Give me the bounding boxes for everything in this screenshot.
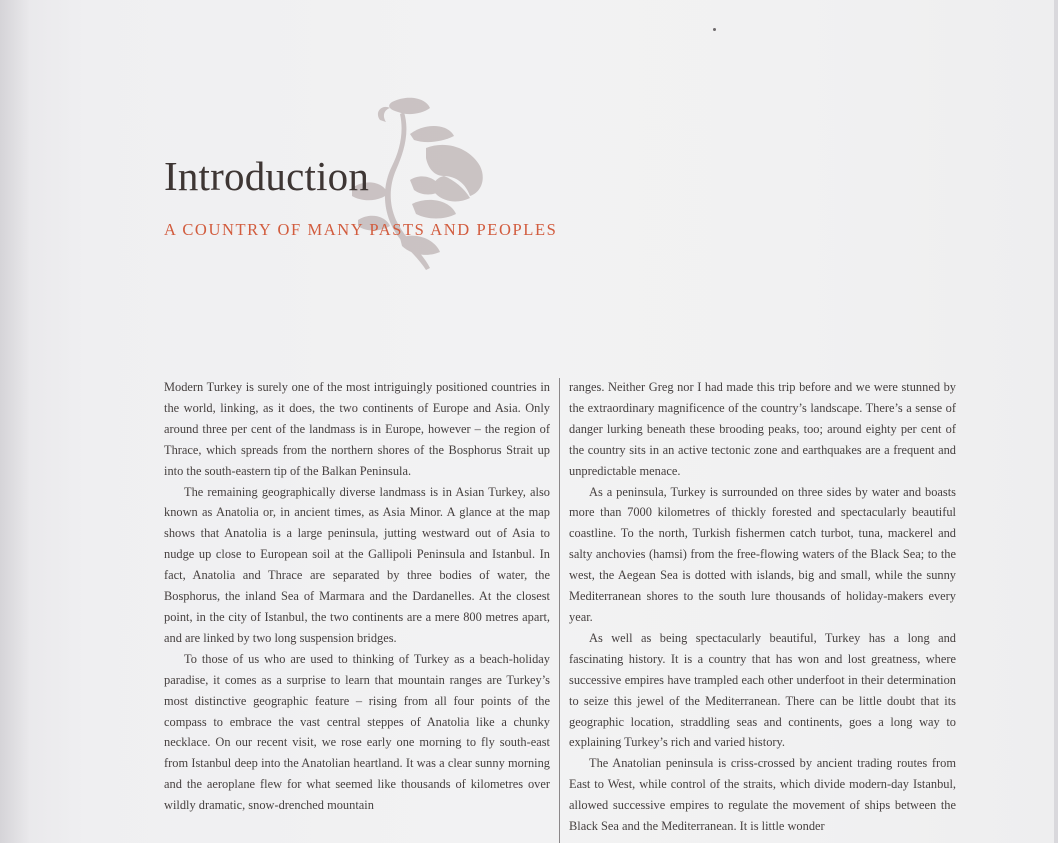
paragraph: As well as being spectacularly beautiful, Turkey has a long and fascinating history. It is a country that has won and lost greatness, where successive empires have trampled each other underfoot in their determination to seize this jewel of the Mediterranean. There can be little doubt that its geographic location, straddling seas and continents, goes a long way to explaining Turkey’s rich and varied history. — [569, 630, 956, 750]
paragraph: ranges. Neither Greg nor I had made this trip before and we were stunned by the extraordinary magnificence of the country’s landscape. There’s a sense of danger lurking beneath these brooding peaks, too; around eighty per cent of the country sits in an active tectonic zone and earthquakes are a frequent and unpredictable menace. — [569, 380, 956, 478]
paragraph: As a peninsula, Turkey is surrounded on three sides by water and boasts more than 7000 kilometres of thickly forested and spectacularly beautiful coastline. To the north, Turkish fishermen catch turbot, tuna, mackerel and salty anchovies (hamsi) from the free-flowing waters of the Black Sea; to the west, the Aegean Sea is dotted with islands, big and small, while the sunny Mediterranean shores to the south lure thousands of holiday-makers every year. — [569, 484, 956, 624]
right-text-column — [569, 377, 956, 837]
paragraph: To those of us who are used to thinking of Turkey as a beach-holiday paradise, it comes as a surprise to learn that mountain ranges are Turkey’s most distinctive geographic feature – rising from all four points of the compass to embrace the vast central steppes of Anatolia like a chunky necklace. On our recent visit, we rose early one morning to fly south-east from Istanbul deep into the Anatolian heartland. It was a clear sunny morning and the aeroplane flew for what seemed like thousands of kilometres over wildly dramatic, snow-drenched mountain — [164, 651, 550, 813]
left-text-column — [164, 377, 550, 816]
paragraph: Modern Turkey is surely one of the most intriguingly positioned countries in the world, linking, as it does, the two continents of Europe and Asia. Only around three per cent of the landmass is in Europe, however – the region of Thrace, which spreads from the northern shores of the Bosphorus Strait up into the south-eastern tip of the Balkan Peninsula. — [164, 380, 550, 478]
chapter-subtitle: A COUNTRY OF MANY PASTS AND PEOPLES — [164, 220, 558, 239]
page-right-edge — [1054, 0, 1058, 843]
column-divider — [559, 378, 560, 843]
paragraph: The Anatolian peninsula is criss-crossed by ancient trading routes from East to West, while control of the straits, which divide modern-day Istanbul, allowed successive empires to regulate the movement of ships between the Black Sea and the Mediterranean. It is little wonder — [569, 756, 956, 834]
chapter-title: Introduction — [164, 153, 370, 199]
page-gutter-shadow — [0, 0, 30, 843]
paper-speck — [713, 28, 716, 31]
paragraph: The remaining geographically diverse landmass is in Asian Turkey, also known as Anatolia or, in ancient times, as Asia Minor. A glance at the map shows that Anatolia is a large peninsula, jutting westward out of Asia to nudge up close to European soil at the Gallipoli Peninsula and Istanbul. In fact, Anatolia and Thrace are separated by three bodies of water, the Bosphorus, the inland Sea of Marmara and the Dardanelles. At the closest point, in the city of Istanbul, the two continents are a mere 800 metres apart, and are linked by two long suspension bridges. — [164, 484, 550, 645]
